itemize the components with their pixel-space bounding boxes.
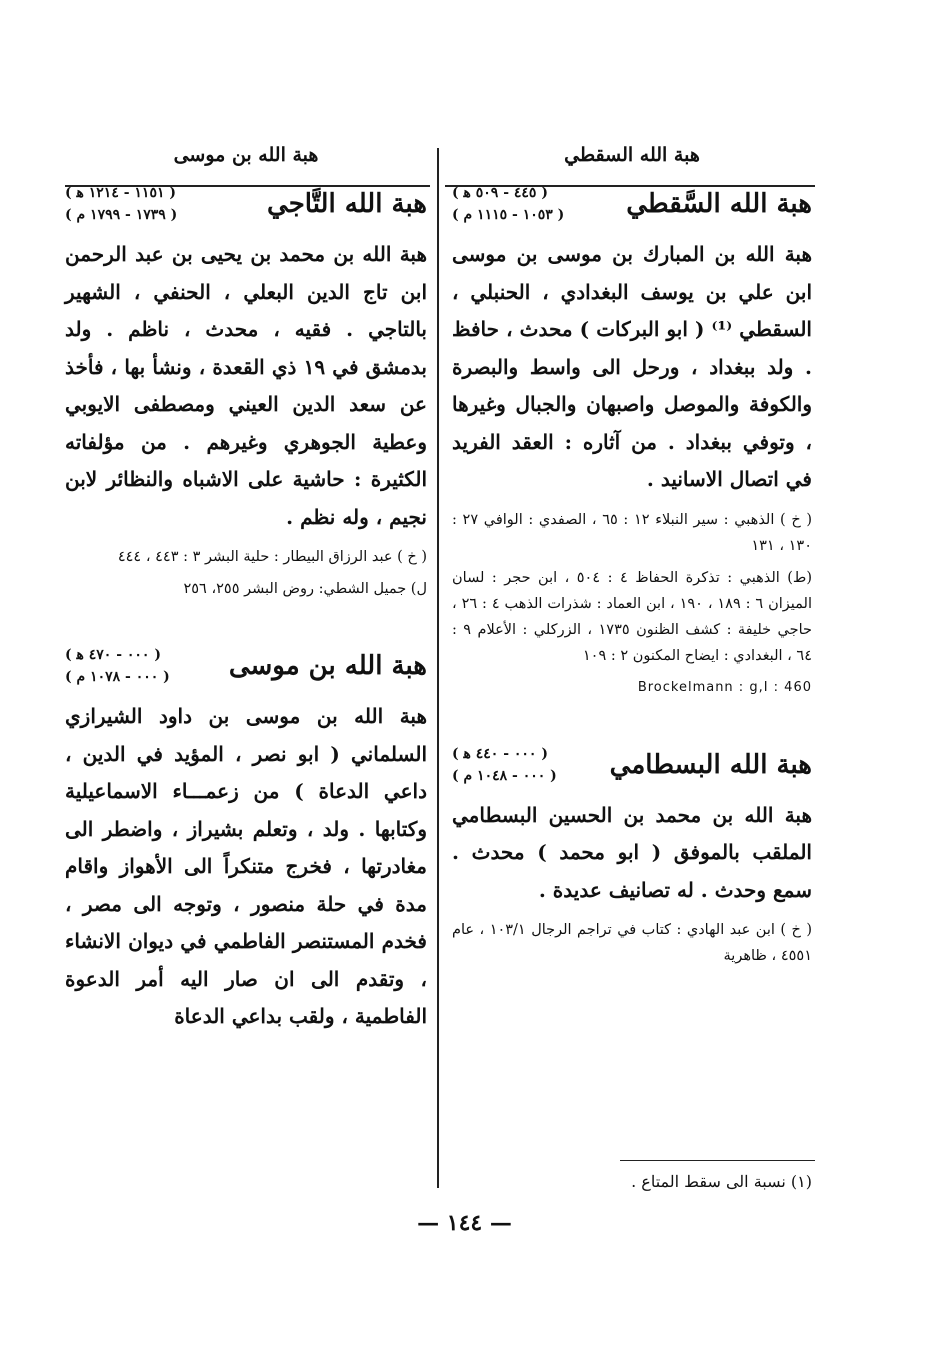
dates-gregorian: ( ١٧٣٩ - ١٧٩٩ م ) [65,207,178,223]
dates-hijri: ( ٠٠٠ - ٤٧٠ ﻫ ) [65,647,161,663]
entry-dates [452,743,557,787]
footnote: (١) نسبة الى سقط المتاع . [631,1172,812,1191]
reference-line: ل) جميل الشطي: روض البشر ٢٥٥، ٢٥٦ [183,581,427,597]
entry-saqati [452,182,812,701]
entry-body: هبة الله بن المبارك بن موسى بن موسى ابن علي بن يوسف البغدادي ، الحنبلي ، السقطي ⁽¹⁾ ( ابو البركات ) محدث ، حافظ . ولد ببغداد ، ورحل الى واسط والبصرة والكوفة والموصل واصبهان والجبال وغيرها ، وتوفي ببغداد . من آثاره : العقد الفريد في اتصال الاسانيد . [452,242,812,491]
entry-dates [65,644,170,688]
dates-gregorian: ( ٠٠٠ - ١٠٧٨ م ) [65,669,170,685]
entry-body: هبة الله بن محمد بن يحيى بن عبد الرحمن ابن تاج الدين البعلي ، الحنفي ، الشهير بالتاجي . فقيه ، محدث ، ناظم . ولد بدمشق في ١٩ ذي القعدة ، ونشأ بها ، فأخذ عن سعد الدين العيني ومصطفى الايوبي وعطية الجوهري وغيرهم . من مؤلفاته الكثيرة : حاشية على الاشباه والنظائر لابن نجيم ، وله نظم . [65,242,427,529]
entry-title: هبة الله بن موسى [228,651,427,681]
entry-references [452,917,812,969]
running-head-right: هبة الله السقطي [564,144,700,166]
entry-dates [65,182,177,226]
entry-dates [452,182,564,226]
page-number: — ١٤٤ — [417,1210,512,1236]
entry-body: هبة الله بن محمد بن الحسين البسطامي الملقب بالموفق ( ابو محمد ) محدث . سمع وحدث . له تصانيف عديدة . [452,802,812,902]
entry-body: هبة الله بن موسى بن داود الشيرازي السلماني ( ابو نصر ، المؤيد في الدين ، داعي الدعاة ) من زعمـــاء الاسماعيلية وكتابها . ولد ، وتعلم بشيراز ، واضطر الى مغادرتها ، فخرج متنكراً الى الأهواز واقام مدة في حلة منصور ، وتوجه الى مصر ، فخدم المستنصر الفاطمي في ديوان الانشاء ، وتقدم الى ان صار اليه أمر الدعوة الفاطمية ، ولقب بداعي الدعاة [65,704,427,1028]
entry-title: هبة الله التَّاجي [267,189,427,219]
dates-hijri: ( ٠٠٠ - ٤٤٠ ﻫ ) [452,745,548,762]
entry-bistami [452,743,812,970]
dates-gregorian: ( ١٠٥٣ - ١١١٥ م ) [452,207,565,223]
running-head-left: هبة الله بن موسى [173,144,319,166]
dates-hijri: ( ١١٥١ - ١٢١٤ ﻫ ) [65,185,176,201]
entry-taji [65,182,427,602]
column-divider [437,148,439,1188]
latin-reference: Brockelmann : g,I : 460 [637,679,812,695]
footnote-rule [620,1160,815,1161]
right-column [452,140,812,975]
entry-title: هبة الله البسطامي [609,749,812,780]
reference-line: (ط) الذهبي : تذكرة الحفاظ ٤ : ٥٠٤ ، ابن حجر : لسان الميزان ٦ : ١٨٩ ، ١٩٠ ، ابن العماد : شذرات الذهب ٤ : ٢٦ ، حاجي خليفة : كشف الظنون ١٧٣٥ ، الزركلي : الأعلام ٩ : ٦٤ ، البغدادي : ايضاح المكنون ٢ : ١٠٩ [452,569,812,664]
reference-line: ( خ ) الذهبي : سير النبلاء ١٢ : ٦٥ ، الصفدي : الوافي ٢٧ : ١٣٠ ، ١٣١ [452,511,812,554]
entry-ibn-musa [65,644,427,1036]
entry-title: هبة الله السَّقطي [626,189,812,219]
entry-references [452,507,812,701]
dates-gregorian: ( ٠٠٠ - ١٠٤٨ م ) [452,767,557,784]
entry-references [65,544,427,602]
dates-hijri: ( ٤٤٥ - ٥٠٩ ﻫ ) [452,185,548,201]
left-column [65,140,427,1036]
reference-line: ( خ ) ابن عبد الهادي : كتاب في تراجم الرجال ١٠٣/١ ، عام ٤٥٥١ ، ظاهرية [452,922,813,964]
reference-line: ( خ ) عبد الرزاق البيطار : حلية البشر ٣ : ٤٤٣ ، ٤٤٤ [117,549,427,565]
